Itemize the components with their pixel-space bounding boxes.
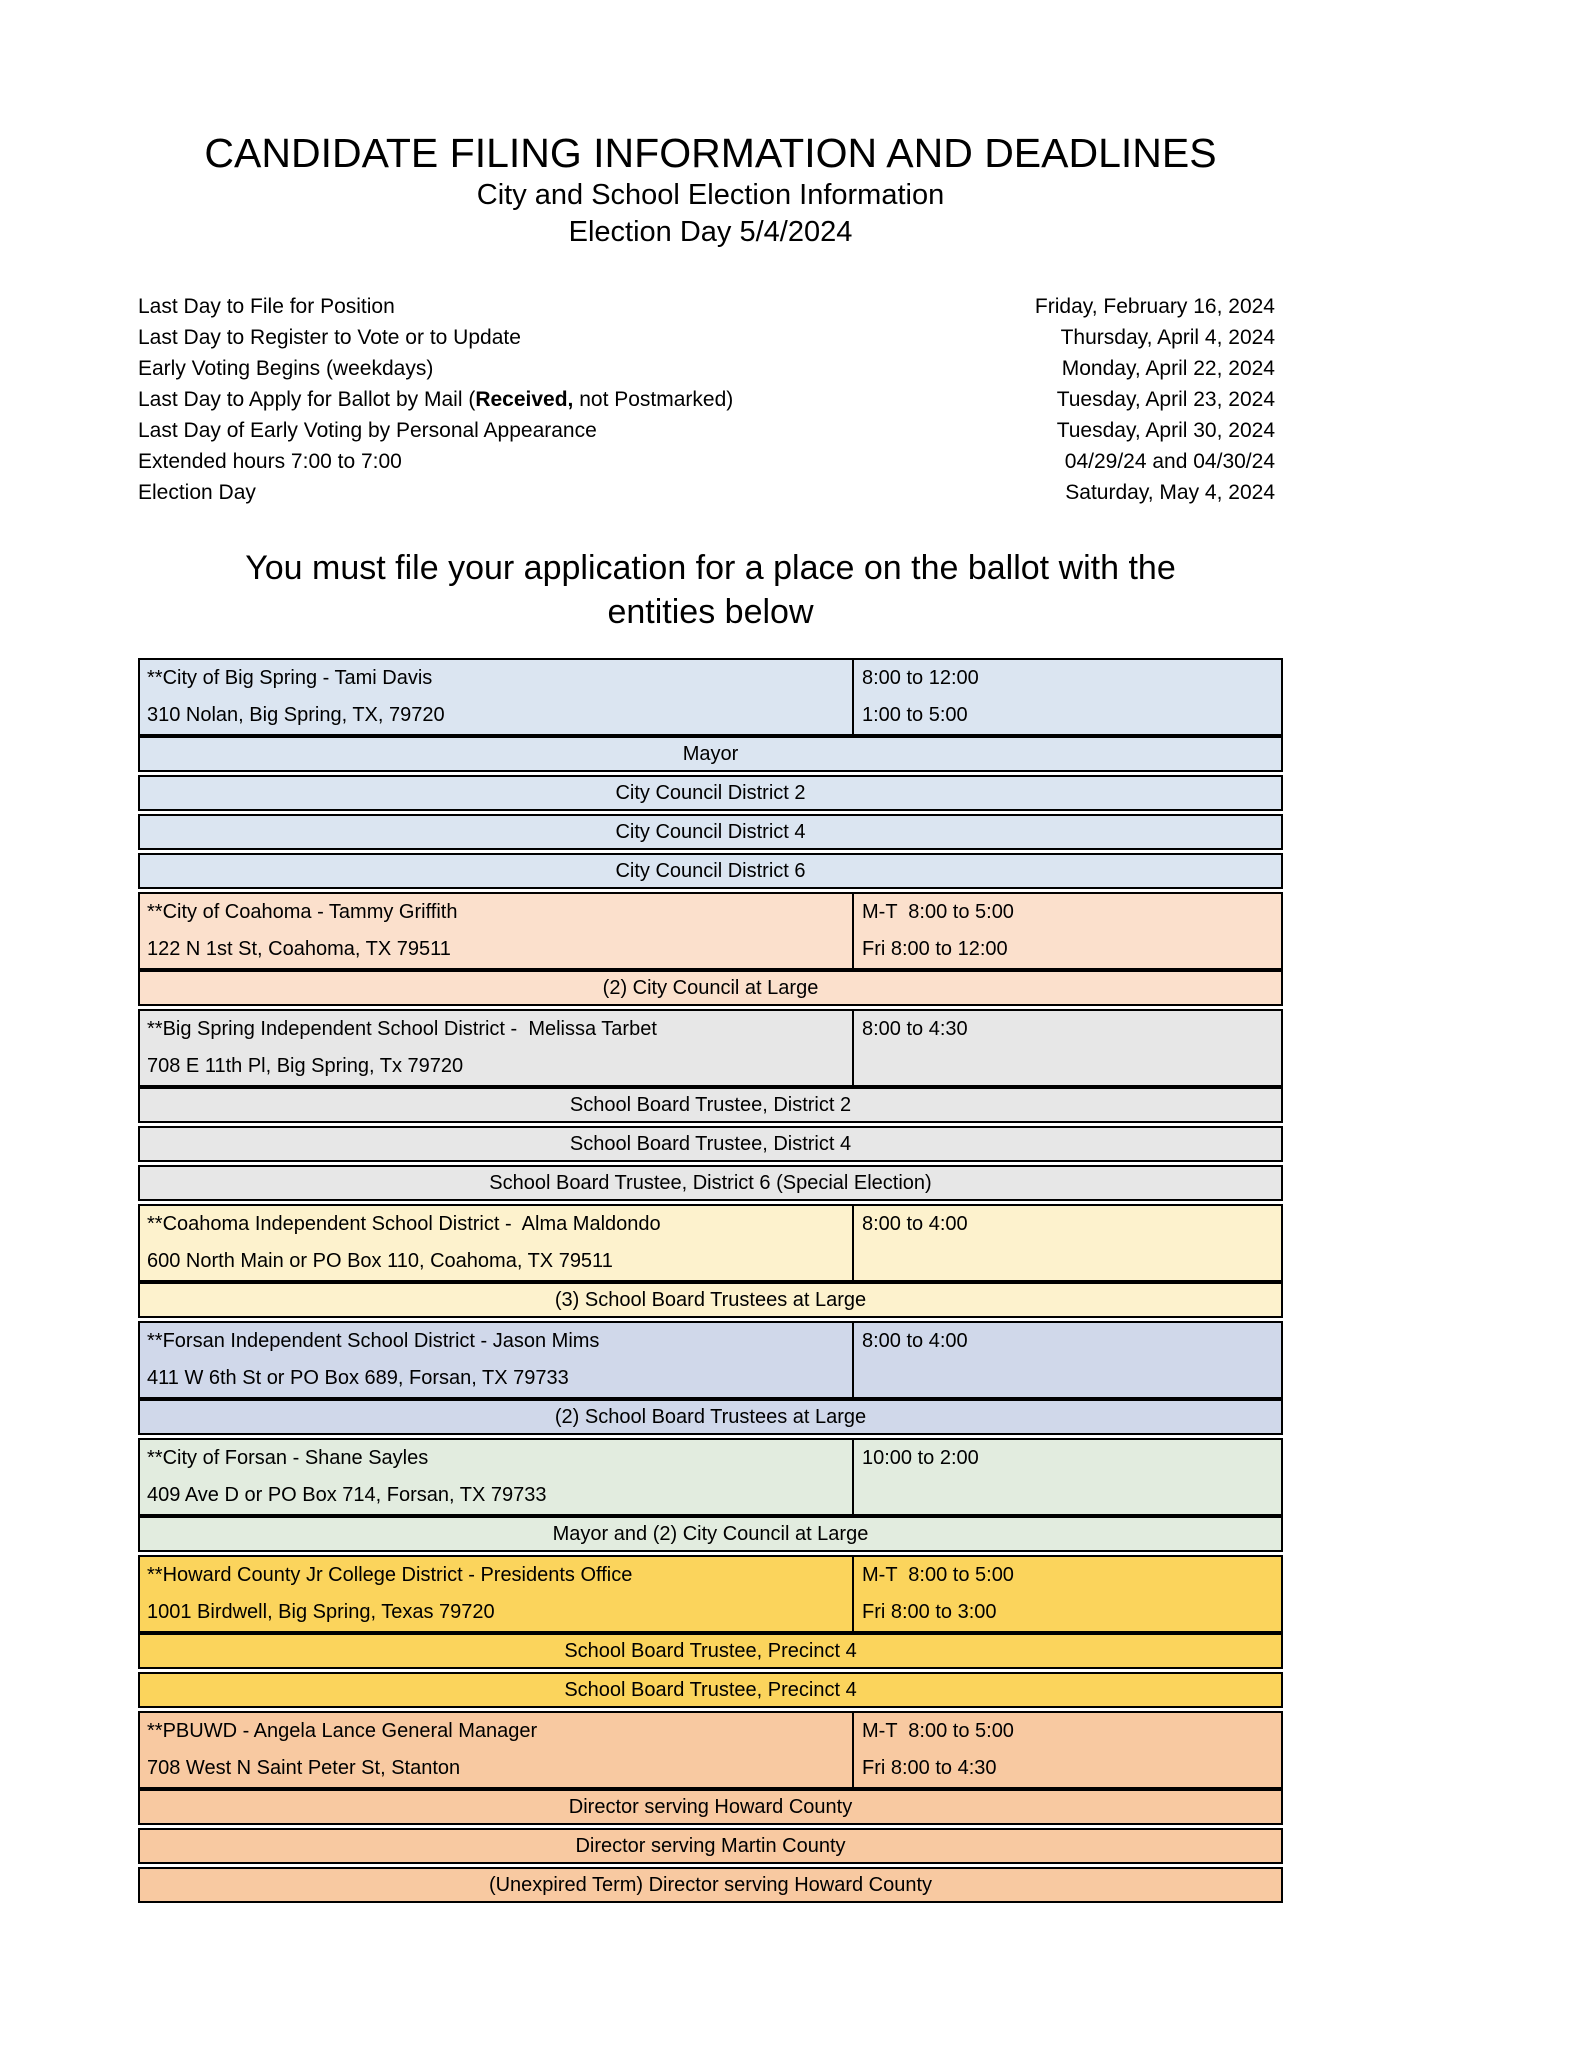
filing-instruction-heading <box>138 546 1283 634</box>
entity-hours-line1: 8:00 to 4:00 <box>862 1213 968 1235</box>
deadline-label: Last Day to File for Position <box>138 295 395 318</box>
entity-name: **PBUWD - Angela Lance General Manager <box>147 1720 538 1742</box>
entity-info-cell <box>140 660 852 734</box>
entity-name: **Forsan Independent School District - Jason Mims <box>147 1330 600 1352</box>
entity-name: **City of Big Spring - Tami Davis <box>147 667 433 689</box>
deadline-date: 04/29/24 and 04/30/24 <box>1064 450 1275 473</box>
entity-info-cell <box>140 1557 852 1631</box>
entity-hours-line2: Fri 8:00 to 12:00 <box>862 938 1008 960</box>
entity-header-row <box>138 1009 1283 1087</box>
page-subtitle-2: Election Day 5/4/2024 <box>568 216 853 248</box>
entity-hours-cell <box>852 1206 1281 1280</box>
deadline-label: Early Voting Begins (weekdays) <box>138 357 434 380</box>
entity-name: **Coahoma Independent School District - Alma Maldondo <box>147 1213 661 1235</box>
deadline-date: Tuesday, April 30, 2024 <box>1056 419 1275 442</box>
entity-hours-cell <box>852 1011 1281 1085</box>
filing-instruction-line2: entities below <box>607 593 814 631</box>
position-row: City Council District 4 <box>138 814 1283 850</box>
entity-name: **City of Coahoma - Tammy Griffith <box>147 901 458 923</box>
deadline-row <box>138 322 1283 353</box>
deadline-label: Extended hours 7:00 to 7:00 <box>138 450 402 473</box>
deadline-date: Saturday, May 4, 2024 <box>1065 481 1275 504</box>
entity-info-cell <box>140 1206 852 1280</box>
position-row: Mayor and (2) City Council at Large <box>138 1516 1283 1552</box>
entity-header-row <box>138 1204 1283 1282</box>
entity-info-cell <box>140 1440 852 1514</box>
entity-section-city-of-forsan <box>138 1438 1283 1552</box>
entity-header-row <box>138 658 1283 736</box>
entity-info-cell <box>140 1011 852 1085</box>
entity-section-big-spring-isd <box>138 1009 1283 1201</box>
entity-info-cell <box>140 1713 852 1787</box>
entity-hours-line2: Fri 8:00 to 4:30 <box>862 1757 997 1779</box>
position-row: (3) School Board Trustees at Large <box>138 1282 1283 1318</box>
entity-header-row <box>138 1711 1283 1789</box>
entity-hours-cell <box>852 894 1281 968</box>
entity-address: 600 North Main or PO Box 110, Coahoma, TX 79511 <box>147 1250 613 1272</box>
entity-hours-line1: 8:00 to 4:30 <box>862 1018 968 1040</box>
entity-address: 708 E 11th Pl, Big Spring, Tx 79720 <box>147 1055 464 1077</box>
entity-table <box>138 658 1283 1903</box>
entity-header-row <box>138 1438 1283 1516</box>
position-row: School Board Trustee, District 2 <box>138 1087 1283 1123</box>
entity-hours-line2: Fri 8:00 to 3:00 <box>862 1601 997 1623</box>
entity-address: 310 Nolan, Big Spring, TX, 79720 <box>147 704 445 726</box>
position-row: City Council District 2 <box>138 775 1283 811</box>
deadline-list <box>138 291 1283 508</box>
position-row: School Board Trustee, Precinct 4 <box>138 1633 1283 1669</box>
entity-info-cell <box>140 894 852 968</box>
position-row: School Board Trustee, District 4 <box>138 1126 1283 1162</box>
deadline-row <box>138 477 1283 508</box>
deadline-row <box>138 446 1283 477</box>
position-row: School Board Trustee, Precinct 4 <box>138 1672 1283 1708</box>
entity-hours-cell <box>852 1557 1281 1631</box>
position-row: (Unexpired Term) Director serving Howard County <box>138 1867 1283 1903</box>
position-row: (2) School Board Trustees at Large <box>138 1399 1283 1435</box>
entity-address: 708 West N Saint Peter St, Stanton <box>147 1757 461 1779</box>
deadline-row <box>138 415 1283 446</box>
entity-section-coahoma-isd <box>138 1204 1283 1318</box>
entity-header-row <box>138 892 1283 970</box>
entity-hours-line1: M-T 8:00 to 5:00 <box>862 1564 1014 1586</box>
entity-hours-line1: 10:00 to 2:00 <box>862 1447 979 1469</box>
deadline-label: Last Day of Early Voting by Personal Appearance <box>138 419 597 442</box>
entity-header-row <box>138 1555 1283 1633</box>
deadline-date: Thursday, April 4, 2024 <box>1060 326 1275 349</box>
position-row: Mayor <box>138 736 1283 772</box>
entity-section-howard-county-jr-college <box>138 1555 1283 1708</box>
page-content <box>138 0 1283 1903</box>
entity-name: **Big Spring Independent School District - Melissa Tarbet <box>147 1018 657 1040</box>
position-row: City Council District 6 <box>138 853 1283 889</box>
position-row: Director serving Howard County <box>138 1789 1283 1825</box>
entity-header-row <box>138 1321 1283 1399</box>
entity-hours-cell <box>852 1323 1281 1397</box>
entity-hours-line1: M-T 8:00 to 5:00 <box>862 1720 1014 1742</box>
entity-address: 409 Ave D or PO Box 714, Forsan, TX 79733 <box>147 1484 547 1506</box>
entity-section-city-of-big-spring <box>138 658 1283 889</box>
entity-name: **City of Forsan - Shane Sayles <box>147 1447 429 1469</box>
entity-hours-line1: M-T 8:00 to 5:00 <box>862 901 1014 923</box>
entity-info-cell <box>140 1323 852 1397</box>
entity-section-pbuwd <box>138 1711 1283 1903</box>
deadline-date: Monday, April 22, 2024 <box>1061 357 1275 380</box>
page-title: CANDIDATE FILING INFORMATION AND DEADLINES <box>204 130 1217 176</box>
deadline-label: Last Day to Register to Vote or to Update <box>138 326 521 349</box>
entity-section-city-of-coahoma <box>138 892 1283 1006</box>
deadline-row <box>138 353 1283 384</box>
filing-instruction-line1: You must file your application for a place on the ballot with the <box>245 549 1176 587</box>
deadline-date: Friday, February 16, 2024 <box>1034 295 1275 318</box>
entity-hours-line1: 8:00 to 4:00 <box>862 1330 968 1352</box>
deadline-date: Tuesday, April 23, 2024 <box>1056 388 1275 411</box>
page-subtitle-1: City and School Election Information <box>476 179 945 211</box>
entity-section-forsan-isd <box>138 1321 1283 1435</box>
entity-address: 122 N 1st St, Coahoma, TX 79511 <box>147 938 451 960</box>
deadline-label: Last Day to Apply for Ballot by Mail (Received, not Postmarked) <box>138 388 734 411</box>
position-row: Director serving Martin County <box>138 1828 1283 1864</box>
entity-hours-cell <box>852 660 1281 734</box>
entity-address: 1001 Birdwell, Big Spring, Texas 79720 <box>147 1601 495 1623</box>
deadline-row <box>138 291 1283 322</box>
entity-hours-line2: 1:00 to 5:00 <box>862 704 968 726</box>
entity-name: **Howard County Jr College District - Presidents Office <box>147 1564 633 1586</box>
entity-hours-cell <box>852 1440 1281 1514</box>
entity-address: 411 W 6th St or PO Box 689, Forsan, TX 79733 <box>147 1367 569 1389</box>
entity-hours-cell <box>852 1713 1281 1787</box>
position-row: (2) City Council at Large <box>138 970 1283 1006</box>
entity-hours-line1: 8:00 to 12:00 <box>862 667 979 689</box>
deadline-row <box>138 384 1283 415</box>
position-row: School Board Trustee, District 6 (Special Election) <box>138 1165 1283 1201</box>
deadline-label: Election Day <box>138 481 256 504</box>
